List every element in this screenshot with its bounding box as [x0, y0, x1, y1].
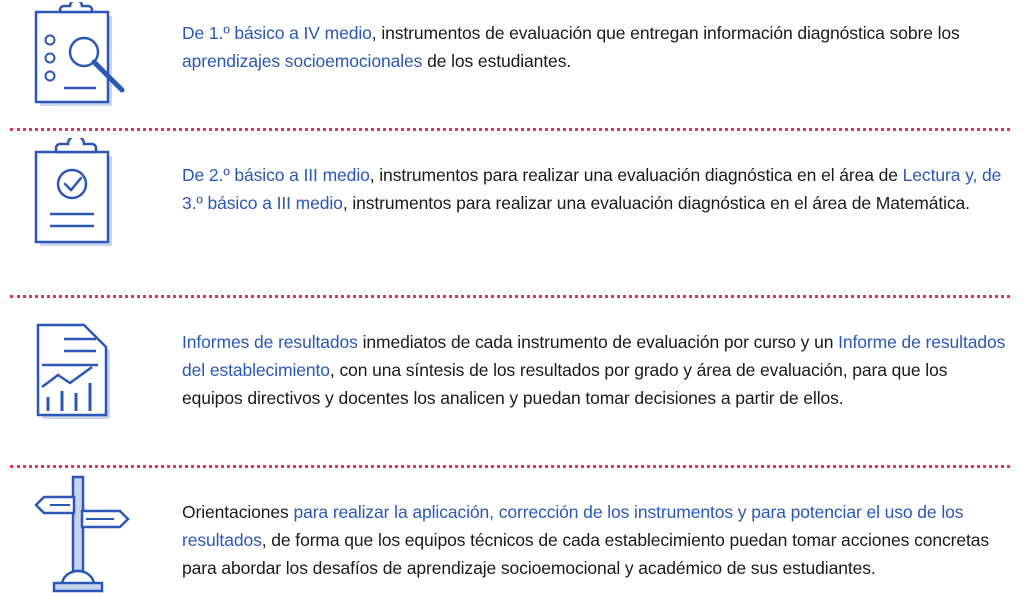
highlight-text: Informes de resultados	[182, 332, 358, 352]
clipboard-search-icon	[28, 2, 132, 108]
highlight-text: De 1.º básico a IV medio	[182, 23, 372, 43]
highlight-text: Lectura y, de 3.º básico a III medio	[182, 165, 1002, 213]
body-text: inmediatos de cada instrumento de evaluación por curso y un	[357, 332, 839, 352]
item-text	[182, 161, 1012, 217]
signpost-icon	[28, 475, 132, 593]
divider	[10, 465, 1010, 468]
body-text: , con una síntesis de los resultados por grado y área de evaluación, para que los equipos directivos y docentes los analicen y puedan tomar decisiones a partir de ellos.	[182, 360, 948, 408]
body-text: de los estudiantes.	[422, 51, 572, 71]
highlight-text: para realizar la aplicación, corrección de los instrumentos y para potenciar el uso de los resultados	[182, 502, 964, 550]
highlight-text: Informe de resultados del establecimiento	[182, 332, 1006, 380]
body-text: , instrumentos para realizar una evaluación diagnóstica en el área de Matemática.	[342, 193, 970, 213]
highlight-text: aprendizajes socioemocionales	[182, 51, 423, 71]
clipboard-check-icon	[28, 138, 132, 248]
body-text: , instrumentos de evaluación que entregan información diagnóstica sobre los	[371, 23, 960, 43]
body-text: , instrumentos para realizar una evaluación diagnóstica en el área de	[369, 165, 903, 185]
divider	[10, 128, 1010, 131]
item-text	[182, 498, 1012, 582]
item-text	[182, 19, 1012, 75]
body-text: , de forma que los equipos técnicos de cada establecimiento puedan tomar acciones concretas para abordar los desafíos de aprendizaje socioemocional y académico de sus estudiantes.	[182, 530, 990, 578]
divider	[10, 295, 1010, 298]
item-text	[182, 328, 1012, 412]
report-chart-icon	[28, 321, 132, 421]
highlight-text: De 2.º básico a III medio	[182, 165, 370, 185]
body-text: Orientaciones	[182, 502, 294, 522]
